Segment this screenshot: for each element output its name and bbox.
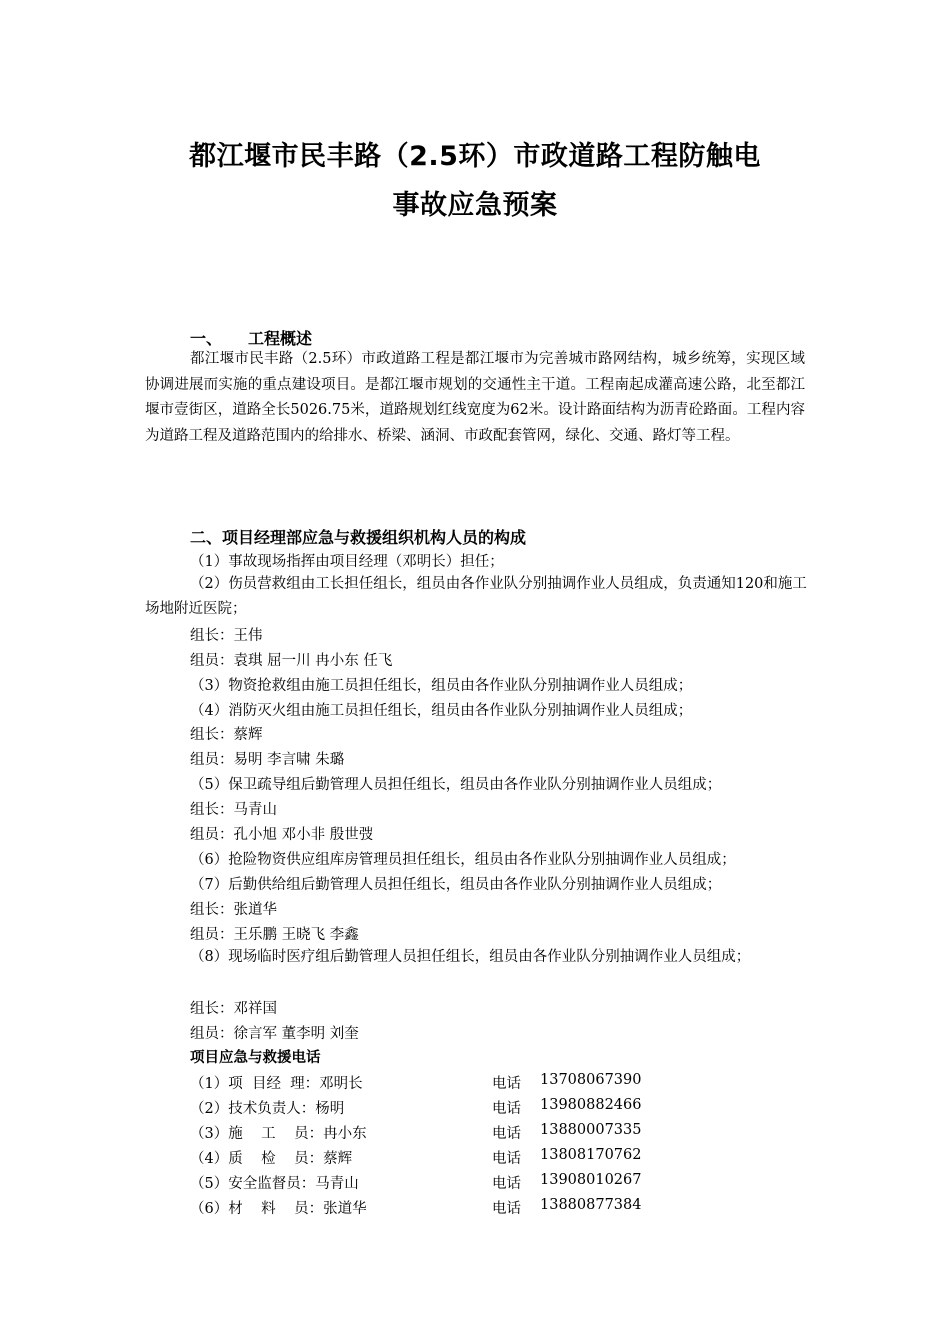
item-5-leader: 组长：马青山: [190, 802, 277, 818]
section1-title: 工程概述: [248, 329, 313, 348]
contact-phone-number: 13980882466: [540, 1097, 642, 1113]
item-8-members: 组员：徐言军 董李明 刘奎: [190, 1026, 359, 1042]
item-7: （7）后勤供给组后勤管理人员担任组长，组员由各作业队分别抽调作业人员组成；: [190, 877, 722, 893]
item-2-leader: 组长：王伟: [190, 628, 263, 644]
item-8-leader: 组长：邓祥国: [190, 1001, 277, 1017]
contact-tel-label: 电话: [492, 1176, 521, 1192]
contact-role: （3）施 工 员：冉小东: [190, 1126, 367, 1142]
item-4-members: 组员：易明 李言啸 朱璐: [190, 752, 345, 768]
item-2: （2）伤员营救组由工长担任组长，组员由各作业队分别抽调作业人员组成，负责通知120和施工场地附近医院；: [145, 576, 807, 617]
contact-phone-number: 13708067390: [540, 1072, 642, 1088]
contact-role: （1）项 目经 理：邓明长: [190, 1076, 363, 1092]
contact-tel-label: 电话: [492, 1126, 521, 1142]
contact-phone-number: 13880007335: [540, 1122, 642, 1138]
item-5: （5）保卫疏导组后勤管理人员担任组长，组员由各作业队分别抽调作业人员组成；: [190, 777, 722, 793]
item-4: （4）消防灭火组由施工员担任组长，组员由各作业队分别抽调作业人员组成；: [190, 703, 693, 719]
contact-phone-number: 13808170762: [540, 1147, 642, 1163]
contact-tel-label: 电话: [492, 1151, 521, 1167]
section1-paragraph: 都江堰市民丰路（2.5环）市政道路工程是都江堰市为完善城市路网结构，城乡统筹，实现区域协调进展而实施的重点建设项目。是都江堰市规划的交通性主干道。工程南起成灌高速公路，北至都江堰市壹街区，道路全长5026.75米，道路规划红线宽度为62米。设计路面结构为沥青砼路面。工程内容为道路工程及道路范围内的给排水、桥梁、涵洞、市政配套管网，绿化、交通、路灯等工程。: [145, 351, 805, 444]
contacts-heading: 项目应急与救援电话: [190, 1050, 321, 1066]
item-1: （1）事故现场指挥由项目经理（邓明长）担任；: [190, 554, 504, 570]
item-6: （6）抢险物资供应组库房管理员担任组长，组员由各作业队分别抽调作业人员组成；: [190, 852, 736, 868]
contact-tel-label: 电话: [492, 1076, 521, 1092]
contact-row: [190, 1172, 660, 1197]
contact-tel-label: 电话: [492, 1201, 521, 1217]
item-4-leader: 组长：蔡辉: [190, 727, 263, 743]
item-7-members: 组员：王乐鹏 王晓飞 李鑫: [190, 927, 359, 943]
section2-heading: 二、项目经理部应急与救援组织机构人员的构成: [190, 528, 527, 547]
contact-row: [190, 1097, 660, 1122]
contact-phone-number: 13908010267: [540, 1172, 642, 1188]
section1-heading: [190, 326, 312, 349]
document-title-line2: 事故应急预案: [392, 190, 558, 221]
contact-role: （4）质 检 员：蔡辉: [190, 1151, 353, 1167]
contact-role: （2）技术负责人：杨明: [190, 1101, 345, 1117]
contact-row: [190, 1197, 660, 1222]
item-2-members: 组员：袁琪 屈一川 冉小东 任飞: [190, 653, 393, 669]
contact-row: [190, 1122, 660, 1147]
item-3: （3）物资抢救组由施工员担任组长，组员由各作业队分别抽调作业人员组成；: [190, 678, 693, 694]
section1-number: 一、: [190, 329, 223, 348]
contact-role: （6）材 料 员：张道华: [190, 1201, 367, 1217]
item-5-members: 组员：孔小旭 邓小非 殷世弢: [190, 827, 374, 843]
contact-phone-number: 13880877384: [540, 1197, 642, 1213]
contact-tel-label: 电话: [492, 1101, 521, 1117]
item-8: （8）现场临时医疗组后勤管理人员担任组长，组员由各作业队分别抽调作业人员组成；: [190, 949, 751, 965]
document-title-line1: 都江堰市民丰路（2.5环）市政道路工程防触电: [189, 141, 761, 172]
item-7-leader: 组长：张道华: [190, 902, 277, 918]
contact-row: [190, 1147, 660, 1172]
contact-row: [190, 1072, 660, 1097]
contact-role: （5）安全监督员：马青山: [190, 1176, 359, 1192]
